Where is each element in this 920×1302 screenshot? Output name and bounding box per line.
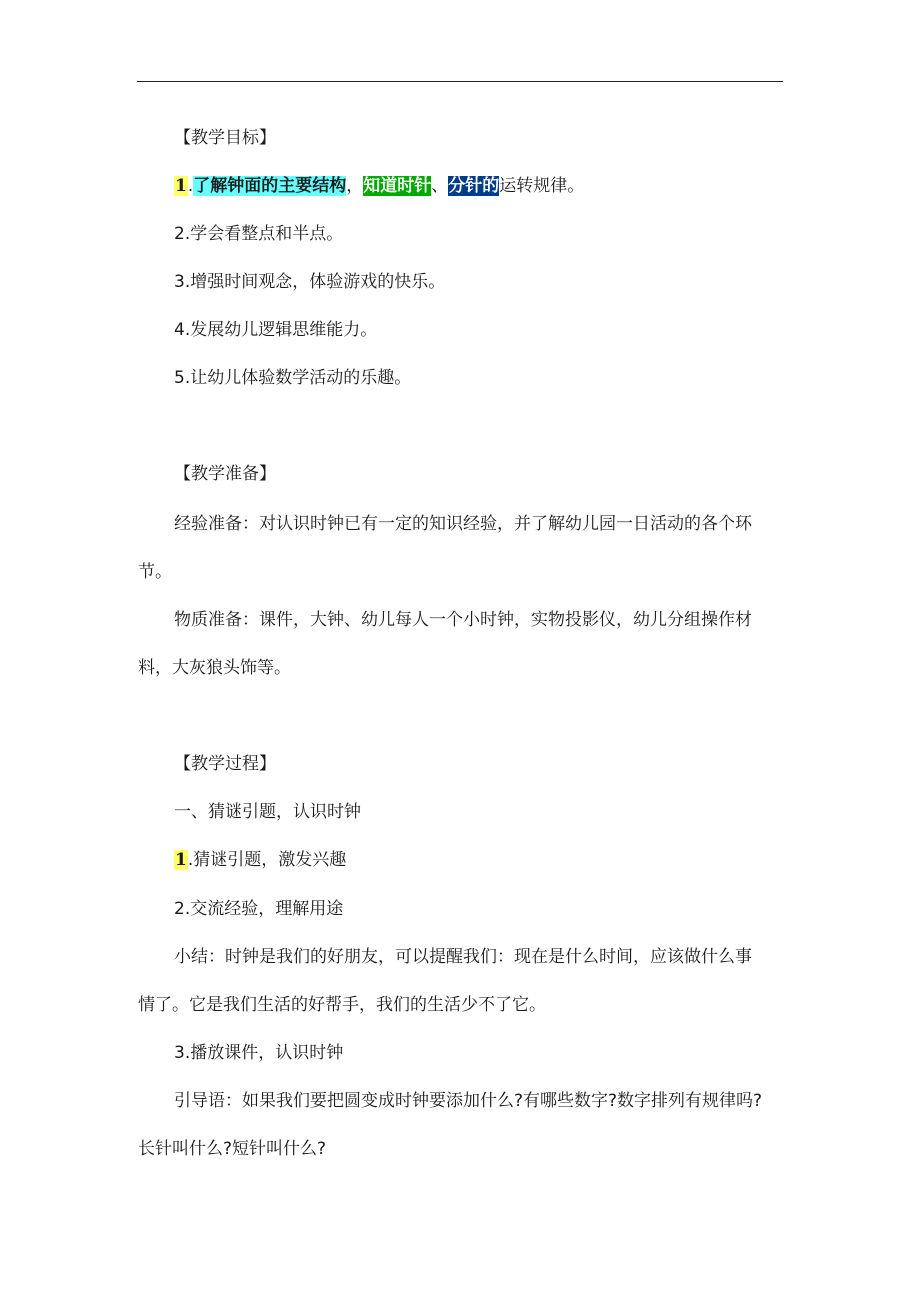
guide-line-2: 长针叫什么?短针叫什么? [138, 1139, 327, 1159]
goal-1-number: 1 [175, 176, 187, 196]
summary-line-2: 情了。它是我们生活的好帮手，我们的生活少不了它。 [138, 995, 546, 1015]
goal-5: 5.让幼儿体验数学活动的乐趣。 [174, 368, 412, 388]
experience-prep-line-1: 经验准备：对认识时钟已有一定的知识经验，并了解幼儿园一日活动的各个环 [174, 514, 752, 534]
section-title-process: 【教学过程】 [174, 754, 276, 774]
material-prep-line-1: 物质准备：课件，大钟、幼儿每人一个小时钟，实物投影仪，幼儿分组操作材 [174, 610, 752, 630]
step-3: 3.播放课件，认识时钟 [174, 1043, 344, 1063]
goal-3: 3.增强时间观念，体验游戏的快乐。 [174, 272, 446, 292]
goal-1-highlight-minute-hand: 分针的 [448, 176, 500, 196]
goal-2: 2.学会看整点和半点。 [174, 224, 344, 244]
goal-1-highlight-structure: 了解钟面的主要结构 [193, 176, 347, 196]
material-prep-line-2: 料，大灰狼头饰等。 [138, 658, 291, 678]
header-rule [137, 81, 783, 82]
summary-line-1: 小结：时钟是我们的好朋友，可以提醒我们：现在是什么时间，应该做什么事 [174, 947, 752, 967]
goal-1-ending: 运转规律。 [499, 176, 585, 196]
experience-prep-line-2: 节。 [138, 562, 172, 582]
guide-line-1: 引导语：如果我们要把圆变成时钟要添加什么?有哪些数字?数字排列有规律吗? [174, 1091, 763, 1111]
part-1-title: 一、猜谜引题，认识时钟 [174, 802, 361, 822]
section-title-preparation: 【教学准备】 [174, 464, 276, 484]
goal-1-separator-2: 、 [431, 176, 449, 196]
step-2: 2.交流经验，理解用途 [174, 899, 344, 919]
step-1-number: 1 [175, 850, 187, 870]
step-1 [138, 848, 824, 872]
section-title-goals: 【教学目标】 [174, 128, 276, 148]
goal-1 [138, 174, 824, 198]
goal-4: 4.发展幼儿逻辑思维能力。 [174, 320, 378, 340]
step-1-text: .猜谜引题，激发兴趣 [187, 850, 347, 870]
goal-1-dot: . [187, 176, 194, 196]
goal-1-separator-1: ， [346, 176, 364, 196]
goal-1-highlight-hour-hand: 知道时针 [363, 176, 432, 196]
